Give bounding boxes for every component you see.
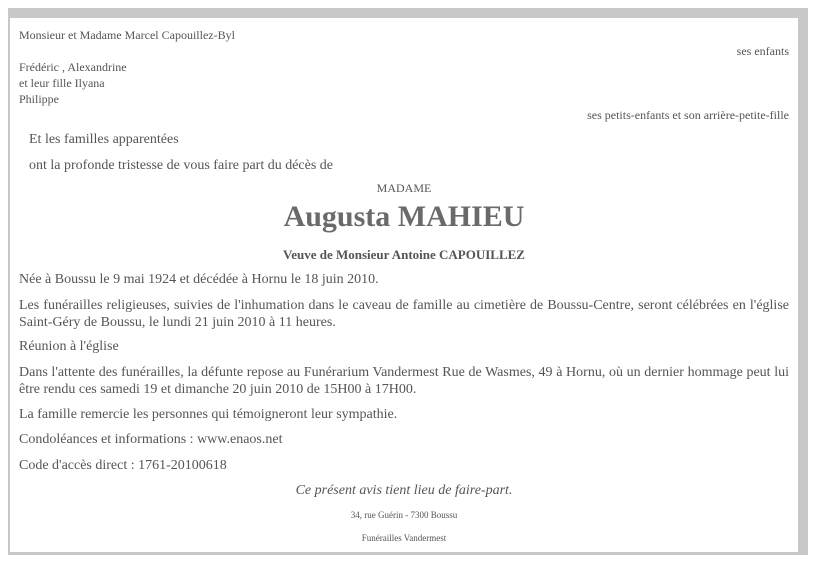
grandchild-line: Philippe	[19, 92, 60, 106]
funeral-paragraph: Les funérailles religieuses, suivies de l'inhumation dans le caveau de famille au cimetière de Boussu-Centre, seront célébrées en l'église Saint-Géry de Boussu, le lundi 21 juin 2010 à 11 heures.	[19, 298, 789, 330]
wake-paragraph: Dans l'attente des funérailles, la défunte repose au Funérarium Vandermest Rue de Wasmes, 49 à Hornu, où un dernier hommage peut lui être rendu ces samedi 19 et dimanche 20 juin 2010 de 15H00 à 17H00.	[19, 365, 789, 397]
parents-line: Monsieur et Madame Marcel Capouillez-Byl	[19, 28, 235, 42]
address-line: 34, rue Guérin - 7300 Boussu	[350, 510, 458, 520]
access-code-line: Code d'accès direct : 1761-20100618	[19, 458, 227, 473]
birth-death-line: Née à Boussu le 9 mai 1924 et décédée à Hornu le 18 juin 2010.	[19, 272, 379, 287]
families-line: Et les familles apparentées	[29, 132, 179, 147]
deceased-title: MADAME	[376, 181, 432, 195]
announcement-line: ont la profonde tristesse de vous faire part du décès de	[29, 158, 334, 173]
condolences-line: Condoléances et informations : www.enaos.net	[19, 432, 283, 447]
funeral-home-line: Funérailles Vandermest	[361, 533, 447, 543]
grandchild-line: Frédéric , Alexandrine	[19, 60, 127, 74]
widow-of-line: Veuve de Monsieur Antoine CAPOUILLEZ	[283, 247, 525, 262]
deceased-name: Augusta MAHIEU	[283, 200, 525, 233]
grandchildren-label: ses petits-enfants et son arrière-petite-fille	[587, 108, 789, 122]
notice-line: Ce présent avis tient lieu de faire-part.	[295, 483, 513, 498]
obituary-notice	[10, 18, 798, 552]
grandchild-line: et leur fille Ilyana	[19, 76, 105, 90]
children-label: ses enfants	[736, 44, 789, 58]
meeting-line: Réunion à l'église	[19, 339, 119, 354]
thanks-line: La famille remercie les personnes qui témoigneront leur sympathie.	[19, 407, 398, 422]
